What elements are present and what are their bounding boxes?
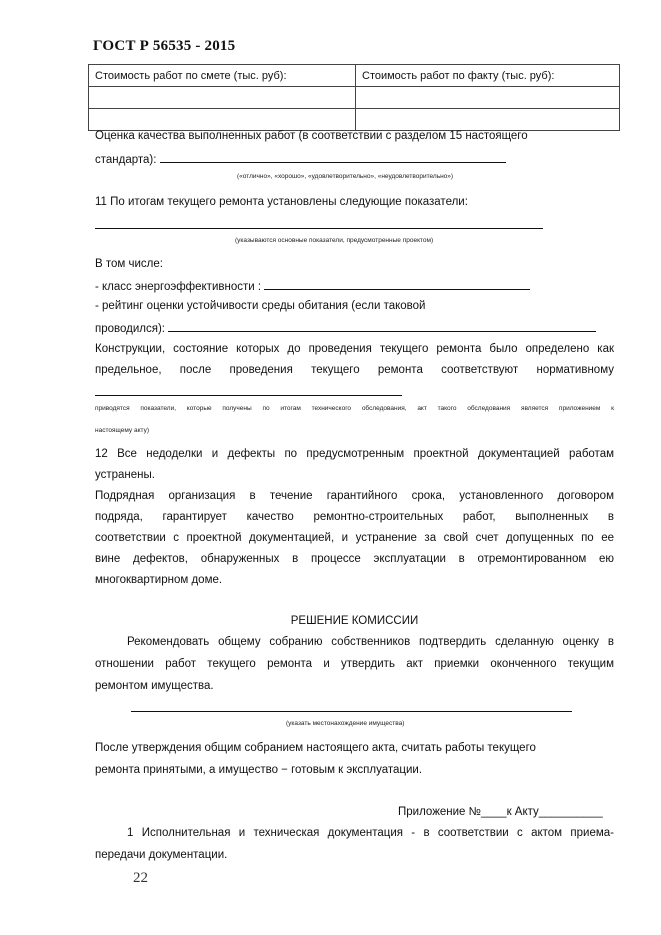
item12-line1: 12 Все недоделки и дефекты по предусмотренным проектной документацией работам [95, 448, 614, 460]
energy-class-label: - класс энергоэффективности : [95, 281, 262, 293]
item11-note: (указываются основные показатели, предусмотренные проектом) [235, 237, 434, 244]
actual-cost-header: Стоимость работ по факту (тыс. руб): [356, 65, 620, 87]
item12-line2: устранены. [95, 469, 155, 481]
quality-note: («отлично», «хорошо», «удовлетворительно», «неудовлетворительно») [237, 173, 454, 180]
table-row [89, 109, 620, 131]
appendix-item1-line2: передачи документации. [95, 849, 228, 861]
after-approval-line1: После утверждения общим собранием настоящего акта, считать работы текущего [95, 742, 536, 754]
table-cell [89, 109, 356, 131]
estimate-cost-header: Стоимость работ по смете (тыс. руб): [89, 65, 356, 87]
constructions-line2: предельное, после проведения текущего ремонта соответствуют нормативному [95, 364, 614, 376]
after-approval-line2: ремонта принятыми, а имущество − готовым к эксплуатации. [95, 764, 423, 776]
constructions-note2: настоящему акту) [95, 427, 149, 434]
constructions-line1: Конструкции, состояние которых до проведения текущего ремонта было определено как [95, 343, 614, 355]
rating-label: проводился): [95, 323, 165, 335]
table-cell [356, 87, 620, 109]
constructions-note1: приводятся показатели, которые получены по итогам технического обследования, акт такого обследования является приложением к [95, 405, 614, 412]
quality-line1: Оценка качества выполненных работ (в соответствии с разделом 15 настоящего [95, 130, 528, 142]
appendix-title: Приложение №____к Акту__________ [398, 806, 603, 818]
decision-line1: Рекомендовать общему собранию собственников подтвердить сделанную оценку в [127, 636, 614, 648]
item11-fill-line [95, 228, 543, 229]
rating-line1: - рейтинг оценки устойчивости среды обитания (если таковой [95, 300, 426, 312]
contractor-para-line5: многоквартирном доме. [95, 574, 223, 586]
table-header-row [89, 65, 620, 87]
appendix-item1-line1: 1 Исполнительная и техническая документация - в соответствии с актом приема- [127, 827, 614, 839]
energy-class-line [95, 279, 530, 293]
contractor-para-line4: вине дефектов, обнаруженных в процессе эксплуатации в отремонтированном ею [95, 553, 614, 565]
energy-class-fill-line [264, 279, 530, 290]
rating-fill-line [168, 321, 596, 332]
page-number: 22 [133, 870, 148, 886]
decision-line3: ремонтом имущества. [95, 680, 214, 692]
table-row [89, 87, 620, 109]
quality-label: стандарта): [95, 154, 157, 166]
item11-text: 11 По итогам текущего ремонта установлены следующие показатели: [95, 196, 468, 208]
rating-line2 [95, 321, 596, 335]
location-fill-line [131, 711, 572, 712]
cost-table [88, 64, 620, 131]
including-title: В том числе: [95, 258, 163, 270]
contractor-para-line1: Подрядная организация в течение гарантийного срока, установленного договором [95, 490, 614, 502]
quality-fill-line [160, 152, 506, 163]
location-note: (указать местонахождение имущества) [286, 720, 405, 727]
decision-title: РЕШЕНИЕ КОМИССИИ [290, 615, 419, 627]
table-cell [356, 109, 620, 131]
quality-line2 [95, 152, 506, 166]
document-header: ГОСТ Р 56535 - 2015 [93, 38, 236, 54]
constructions-fill-line [95, 395, 402, 396]
table-cell [89, 87, 356, 109]
decision-line2: отношении работ текущего ремонта и утвердить акт приемки оконченного текущим [95, 658, 614, 670]
contractor-para-line3: соответствии с проектной документацией, и устранение за свой счет допущенных по ее [95, 532, 614, 544]
contractor-para-line2: подряда, гарантирует качество ремонтно-строительных работ, выполненных в [95, 511, 614, 523]
